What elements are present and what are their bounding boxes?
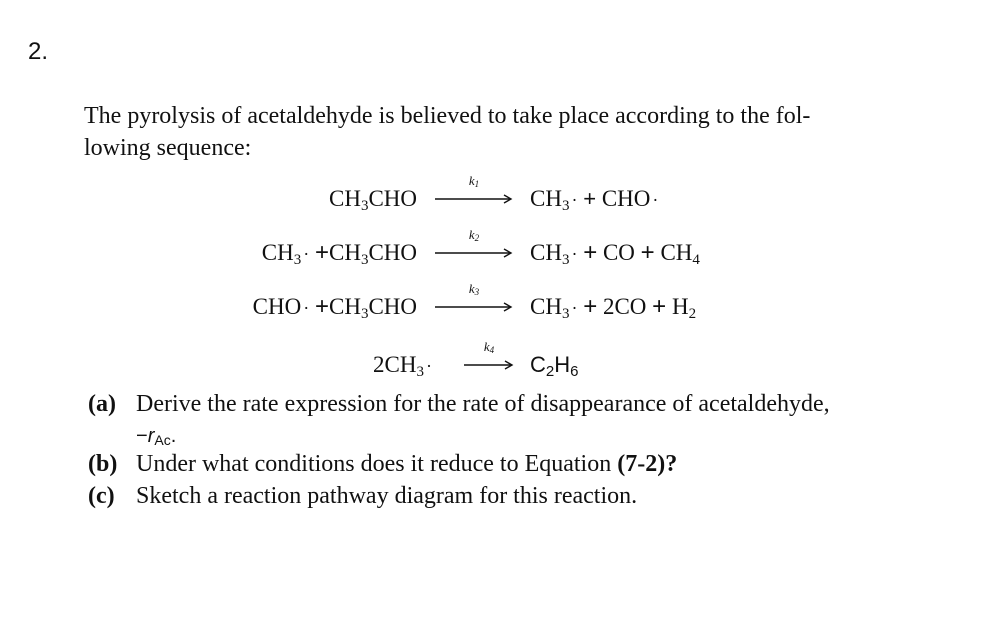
part-a-text: Derive the rate expression for the rate of disappearance of acetaldehyde, <box>136 391 830 417</box>
reaction-1-products: $CH_3$ · + CHO · <box>530 186 659 214</box>
reaction-3-reactants: CHO · $+CH_3CHO$ <box>252 293 417 322</box>
question-parts <box>88 388 948 512</box>
rate-constant-label: $k_2$ <box>468 227 480 243</box>
reaction-arrow <box>434 227 514 271</box>
right-arrow-icon <box>434 301 514 313</box>
reaction-1-reactants: $CH_3CHO$ <box>328 186 417 214</box>
reaction-arrow <box>434 173 514 217</box>
part-c <box>88 480 948 512</box>
right-arrow-icon <box>434 247 514 259</box>
reaction-arrow <box>463 339 515 383</box>
intro-line-2: lowing sequence: <box>84 135 252 161</box>
reaction-4 <box>0 339 983 387</box>
problem-intro <box>84 100 914 164</box>
rate-constant-label: $k_1$ <box>468 173 480 189</box>
rate-constant-label: $k_3$ <box>468 281 480 297</box>
part-b-text: Under what conditions does it reduce to Equation <box>136 451 618 477</box>
reaction-2-products: $CH_3$ · + CO + $CH_4$ <box>530 239 700 268</box>
part-c-text: Sketch a reaction pathway diagram for this reaction. <box>136 483 638 509</box>
rate-symbol: $-r_{Ac}$. <box>136 425 177 448</box>
reaction-2-reactants: $CH_3 \cdot +CH_3CHO$ <box>261 239 417 268</box>
reaction-arrow <box>434 281 514 325</box>
part-a <box>88 388 948 420</box>
part-b-label: (b) <box>88 451 118 477</box>
right-arrow-icon <box>434 193 514 205</box>
reaction-3-products: $CH_3$ · + $2CO + H_2$ <box>530 293 697 322</box>
right-arrow-icon <box>463 359 515 371</box>
part-a-label: (a) <box>88 391 116 417</box>
part-c-label: (c) <box>88 483 115 509</box>
part-b: (b) Under what conditions does it reduce to Equation (7-2)? <box>88 448 948 480</box>
reaction-4-products: $C_2H_6$ <box>530 352 579 380</box>
equation-reference: (7-2) <box>617 451 666 477</box>
question-number: 2. <box>28 38 49 65</box>
rate-constant-label: $k_4$ <box>483 339 495 355</box>
reaction-3 <box>0 281 983 329</box>
intro-line-1: The pyrolysis of acetaldehyde is believed to take place according to the fol- <box>84 103 811 129</box>
reaction-2 <box>0 227 983 275</box>
reaction-4-reactants: $2CH_3$ · <box>373 352 432 380</box>
reaction-1 <box>0 173 983 221</box>
reactant: CH <box>328 186 361 211</box>
